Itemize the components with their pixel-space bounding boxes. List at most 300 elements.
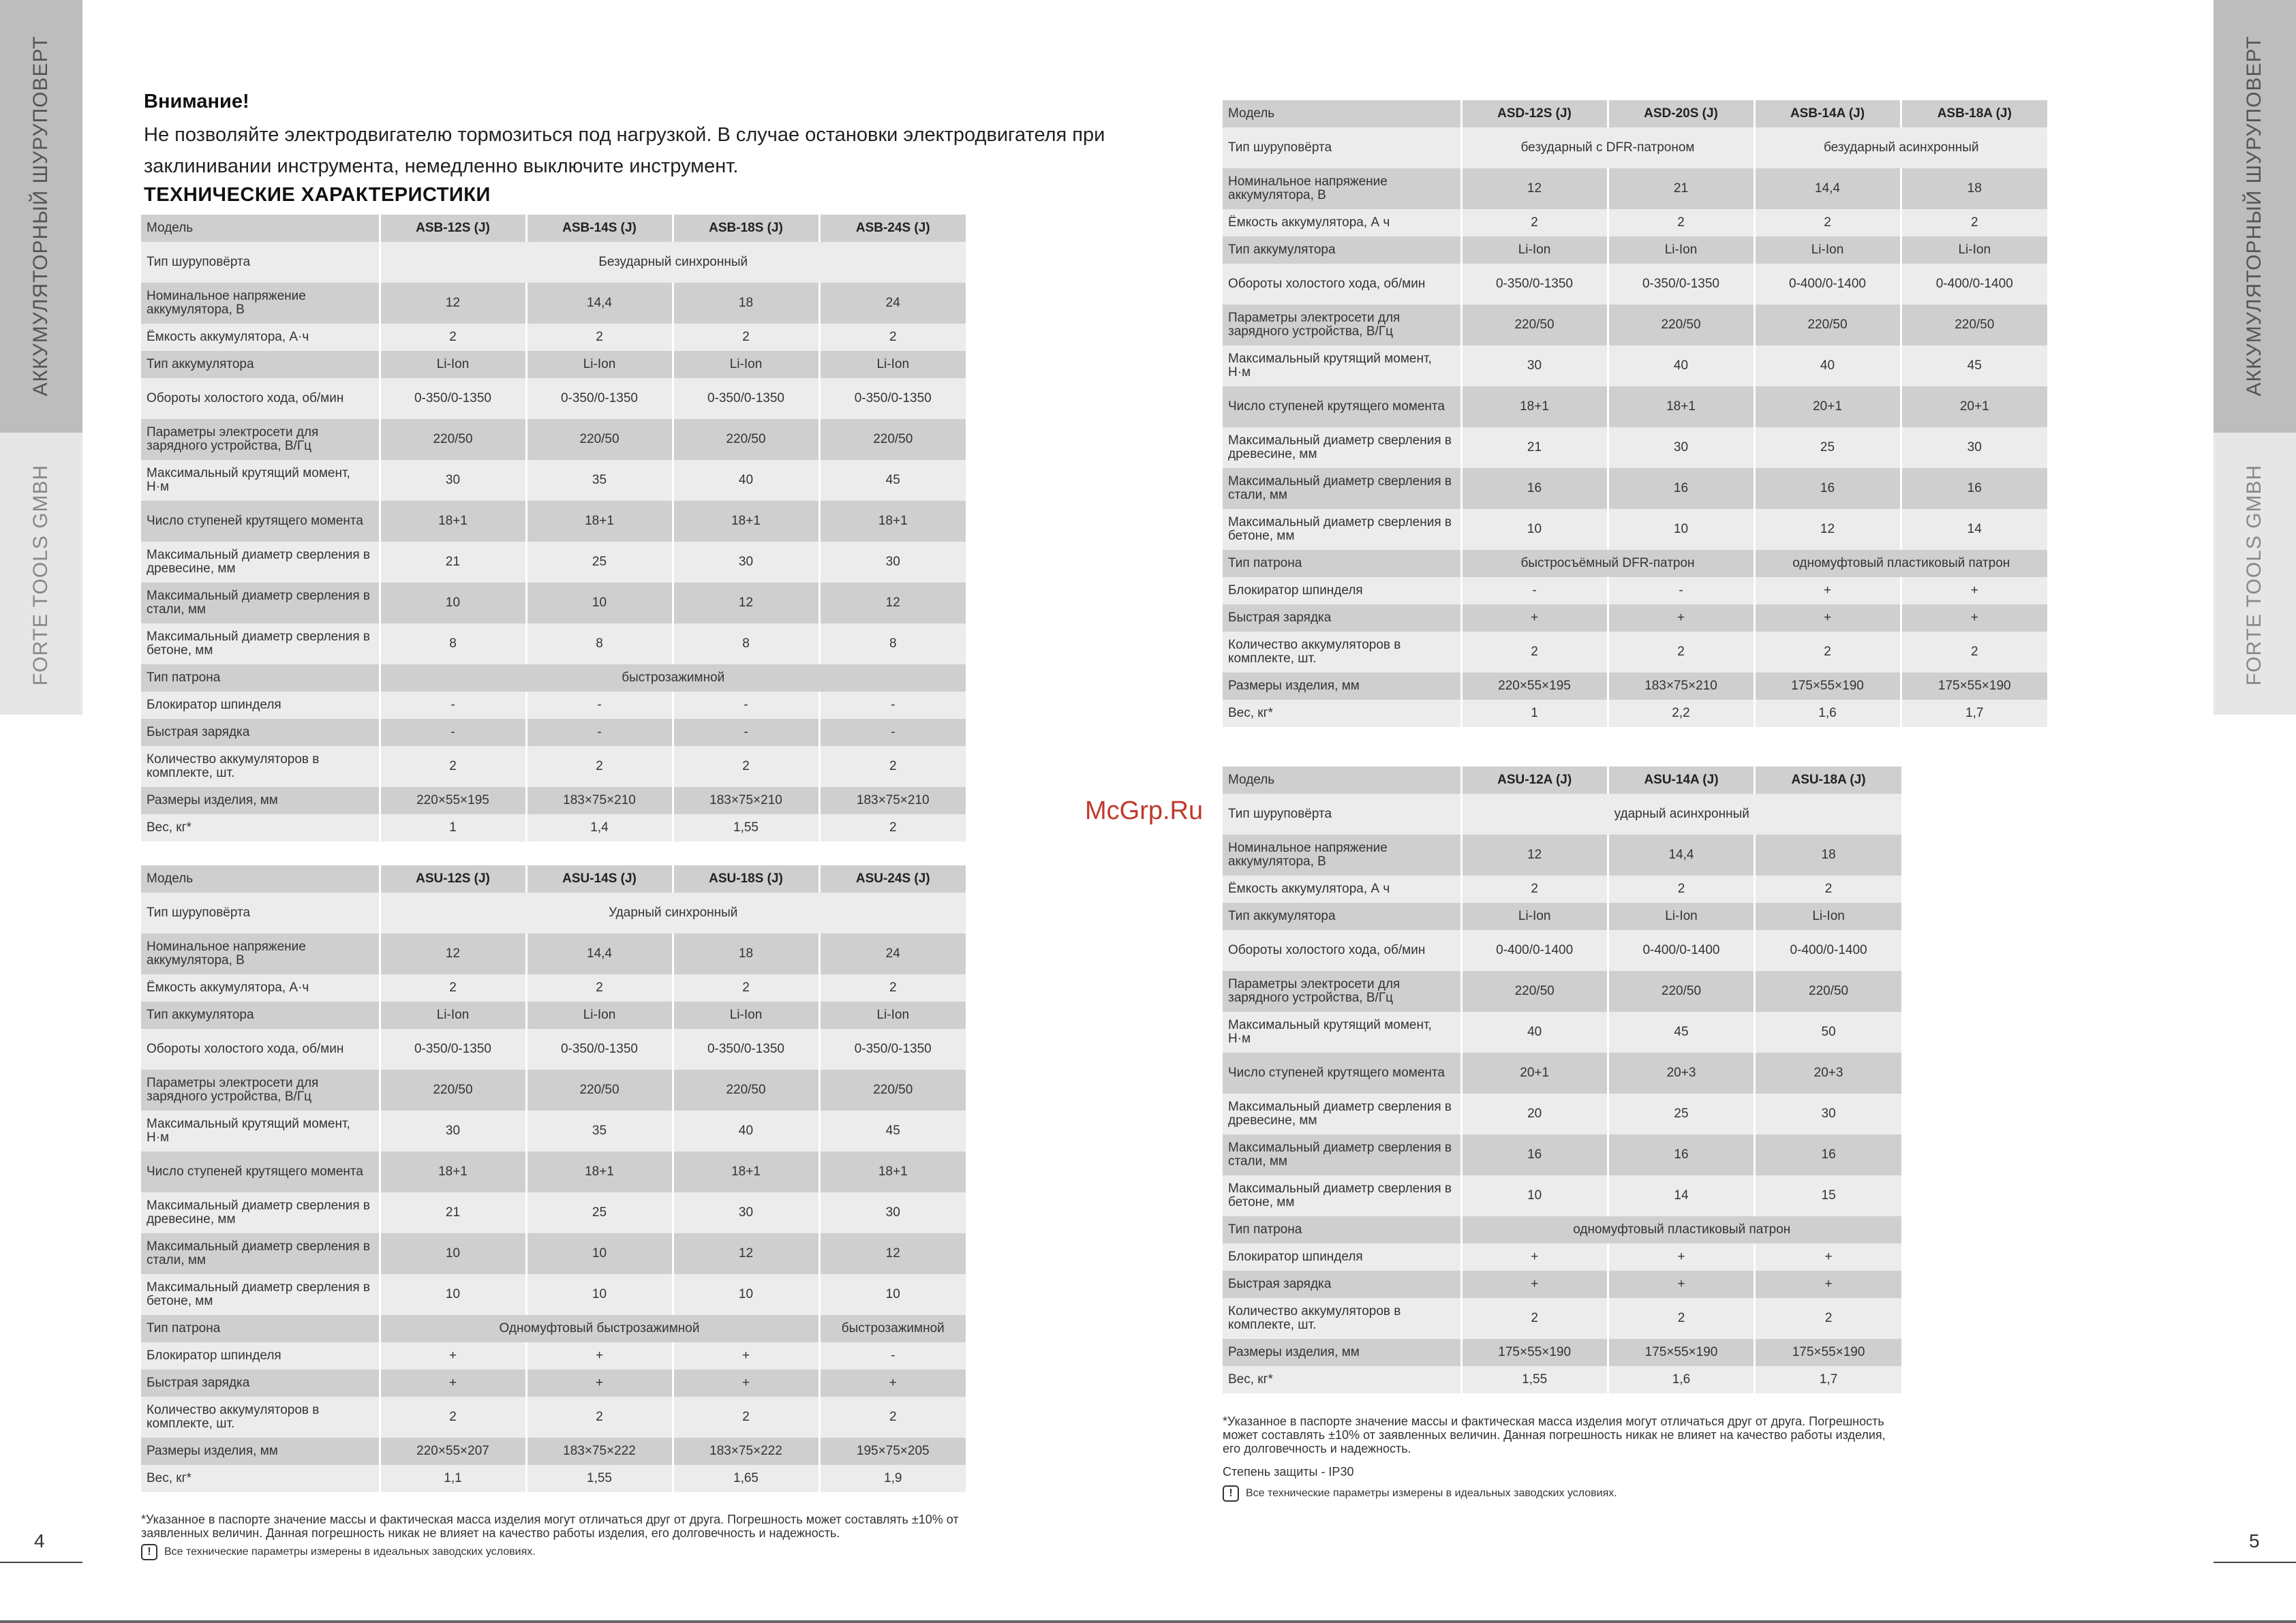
table-cell: 2 xyxy=(673,974,819,1002)
row-label: Блокиратор шпинделя xyxy=(1223,577,1461,604)
table-cell: 220/50 xyxy=(1461,971,1608,1012)
table-cell: 1,4 xyxy=(526,814,673,841)
table-cell: 2 xyxy=(380,974,526,1002)
table-row xyxy=(141,974,966,1002)
table-cell: + xyxy=(526,1342,673,1370)
table-cell: 2 xyxy=(380,746,526,787)
table-cell: 2 xyxy=(673,324,819,351)
table-row xyxy=(1223,264,2047,305)
table-cell: 30 xyxy=(819,1192,966,1233)
table-cell: 2 xyxy=(1608,632,1754,673)
table-row xyxy=(141,378,966,419)
table-row xyxy=(141,324,966,351)
table-header-row xyxy=(1223,100,2047,127)
table-cell: 220/50 xyxy=(1608,305,1754,345)
table-cell: быстрозажимной xyxy=(819,1315,966,1342)
row-label: Максимальный диаметр сверления в бетоне, мм xyxy=(141,1274,380,1315)
table-cell: 2 xyxy=(673,746,819,787)
model-column-header: ASU-12A (J) xyxy=(1461,767,1608,794)
table-cell: + xyxy=(380,1342,526,1370)
table-cell: 183×75×210 xyxy=(1608,673,1754,700)
table-row xyxy=(1223,1012,1901,1053)
table-row xyxy=(141,1233,966,1274)
table-cell: 2 xyxy=(819,746,966,787)
row-label: Тип шуруповёрта xyxy=(1223,794,1461,835)
table-cell: 0-350/0-1350 xyxy=(380,378,526,419)
table-cell: Ударный синхронный xyxy=(380,893,966,933)
table-cell: 21 xyxy=(380,542,526,583)
table-cell: 50 xyxy=(1755,1012,1901,1053)
sidebar-product-band xyxy=(0,0,82,433)
table-cell: 14,4 xyxy=(1754,168,1901,209)
table-cell: 10 xyxy=(380,1233,526,1274)
table-row xyxy=(141,893,966,933)
table-row xyxy=(141,1192,966,1233)
table-header-row xyxy=(1223,767,1901,794)
table-cell: 2 xyxy=(673,1397,819,1438)
row-label: Тип шуруповёрта xyxy=(141,242,380,283)
table-cell: 24 xyxy=(819,283,966,324)
table-cell: 175×55×190 xyxy=(1755,1339,1901,1366)
table-cell: - xyxy=(1461,577,1608,604)
row-label: Обороты холостого хода, об/мин xyxy=(1223,264,1461,305)
table-cell: - xyxy=(526,692,673,719)
table-cell: 20+1 xyxy=(1461,1053,1608,1094)
row-label: Максимальный диаметр сверления в стали, мм xyxy=(1223,468,1461,509)
sidebar-brand-right: FORTE TOOLS GMBH xyxy=(2243,464,2265,686)
row-label: Тип патрона xyxy=(1223,1216,1461,1243)
protection-class: Степень защиты - IP30 xyxy=(1223,1465,1354,1479)
table-cell: 0-400/0-1400 xyxy=(1461,930,1608,971)
attention-text: Не позволяйте электродвигателю тормозиться под нагрузкой. В случае остановки электродвигателя при заклинивании инструмента, немедленно выключите инструмент. xyxy=(144,124,1105,177)
table-cell: 220×55×207 xyxy=(380,1438,526,1465)
table-cell: 2 xyxy=(819,1397,966,1438)
table-cell: одномуфтовый пластиковый патрон xyxy=(1461,1216,1901,1243)
table-cell: + xyxy=(819,1370,966,1397)
table-cell: + xyxy=(673,1370,819,1397)
table-cell: 18+1 xyxy=(1608,386,1754,427)
table-cell: Li-Ion xyxy=(819,351,966,378)
table-cell: 175×55×190 xyxy=(1754,673,1901,700)
table-cell: 2 xyxy=(1608,209,1754,236)
table-cell: 25 xyxy=(1754,427,1901,468)
row-label: Размеры изделия, мм xyxy=(1223,1339,1461,1366)
row-label: Максимальный диаметр сверления в бетоне, мм xyxy=(1223,1175,1461,1216)
row-label: Максимальный диаметр сверления в стали, мм xyxy=(1223,1134,1461,1175)
table-cell: 183×75×210 xyxy=(819,787,966,814)
spec-table-asb xyxy=(141,215,966,841)
table-cell: 2 xyxy=(526,324,673,351)
row-label: Параметры электросети для зарядного устройства, В/Гц xyxy=(141,419,380,460)
table-cell: + xyxy=(1461,1271,1608,1298)
table-row xyxy=(141,1397,966,1438)
table-cell: 183×75×222 xyxy=(526,1438,673,1465)
table-cell: 0-350/0-1350 xyxy=(526,1029,673,1070)
row-label: Быстрая зарядка xyxy=(141,1370,380,1397)
table-cell: 2 xyxy=(380,1397,526,1438)
table-row xyxy=(141,1111,966,1151)
row-label: Тип патрона xyxy=(1223,550,1461,577)
table-cell: Li-Ion xyxy=(1461,236,1608,264)
table-cell: 0-350/0-1350 xyxy=(526,378,673,419)
table-cell: 12 xyxy=(380,933,526,974)
table-cell: 30 xyxy=(380,1111,526,1151)
table-cell: быстрозажимной xyxy=(380,664,966,692)
footnote-ideal-text-left: Все технические параметры измерены в идеальных заводских условиях. xyxy=(164,1546,536,1558)
table-cell: 18+1 xyxy=(819,501,966,542)
table-cell: 8 xyxy=(526,623,673,664)
section-title: ТЕХНИЧЕСКИЕ ХАРАКТЕРИСТИКИ xyxy=(144,184,491,206)
table-row xyxy=(1223,673,2047,700)
table-cell: 1,7 xyxy=(1901,700,2047,727)
table-row xyxy=(141,692,966,719)
table-cell: 220/50 xyxy=(1755,971,1901,1012)
table-row xyxy=(141,1070,966,1111)
table-cell: 18+1 xyxy=(526,1151,673,1192)
table-row xyxy=(141,283,966,324)
row-label: Количество аккумуляторов в комплекте, шт. xyxy=(1223,632,1461,673)
table-row xyxy=(1223,236,2047,264)
row-label: Максимальный диаметр сверления в древесине, мм xyxy=(1223,1094,1461,1134)
attention-title: Внимание! xyxy=(144,91,249,112)
model-column-header: ASB-12S (J) xyxy=(380,215,526,242)
page-rule-right xyxy=(2214,1562,2296,1563)
table-row xyxy=(1223,577,2047,604)
table-cell: 1,6 xyxy=(1754,700,1901,727)
row-label: Вес, кг* xyxy=(1223,1366,1461,1393)
table-cell: Li-Ion xyxy=(1608,236,1754,264)
row-label: Тип патрона xyxy=(141,664,380,692)
table-cell: 220/50 xyxy=(673,1070,819,1111)
table-row xyxy=(1223,1175,1901,1216)
table-row xyxy=(141,351,966,378)
table-cell: - xyxy=(526,719,673,746)
table-cell: 40 xyxy=(1461,1012,1608,1053)
row-label: Вес, кг* xyxy=(141,1465,380,1492)
table-cell: 12 xyxy=(673,583,819,623)
model-column-header: ASD-20S (J) xyxy=(1608,100,1754,127)
table-cell: Одномуфтовый быстрозажимной xyxy=(380,1315,819,1342)
row-label: Количество аккумуляторов в комплекте, шт. xyxy=(1223,1298,1461,1339)
table-cell: 30 xyxy=(673,542,819,583)
table-cell: 18+1 xyxy=(673,501,819,542)
table-cell: Li-Ion xyxy=(1461,903,1608,930)
table-cell: - xyxy=(673,692,819,719)
table-cell: 0-350/0-1350 xyxy=(1461,264,1608,305)
table-cell: 24 xyxy=(819,933,966,974)
table-cell: 2 xyxy=(1755,876,1901,903)
table-row xyxy=(141,419,966,460)
row-label: Быстрая зарядка xyxy=(141,719,380,746)
table-row xyxy=(1223,386,2047,427)
table-cell: 2 xyxy=(526,1397,673,1438)
table-cell: 12 xyxy=(819,1233,966,1274)
table-cell: 0-400/0-1400 xyxy=(1754,264,1901,305)
row-label: Число ступеней крутящего момента xyxy=(141,1151,380,1192)
row-label: Вес, кг* xyxy=(1223,700,1461,727)
table-cell: 220/50 xyxy=(1461,305,1608,345)
row-label: Тип аккумулятора xyxy=(1223,236,1461,264)
table-cell: 8 xyxy=(673,623,819,664)
table-row xyxy=(1223,209,2047,236)
row-label: Ёмкость аккумулятора, А ч xyxy=(1223,209,1461,236)
table-cell: 220/50 xyxy=(1608,971,1754,1012)
table-cell: 2 xyxy=(1461,876,1608,903)
table-row xyxy=(1223,1271,1901,1298)
table-cell: 30 xyxy=(380,460,526,501)
model-column-header: ASU-14S (J) xyxy=(526,865,673,893)
model-column-header: ASU-18S (J) xyxy=(673,865,819,893)
table-cell: 10 xyxy=(1461,1175,1608,1216)
row-label: Максимальный крутящий момент, Н·м xyxy=(141,1111,380,1151)
table-cell: 21 xyxy=(380,1192,526,1233)
table-cell: 183×75×222 xyxy=(673,1438,819,1465)
model-column-header: ASB-14A (J) xyxy=(1754,100,1901,127)
table-cell: 220/50 xyxy=(380,419,526,460)
footnote-ideal-left xyxy=(141,1544,536,1560)
table-cell: 25 xyxy=(526,1192,673,1233)
table-cell: - xyxy=(380,692,526,719)
table-row xyxy=(141,1151,966,1192)
table-cell: 30 xyxy=(1755,1094,1901,1134)
table-cell: 2,2 xyxy=(1608,700,1754,727)
table-cell: 0-350/0-1350 xyxy=(1608,264,1754,305)
model-column-header: ASD-12S (J) xyxy=(1461,100,1608,127)
table-row xyxy=(141,787,966,814)
table-cell: 2 xyxy=(1755,1298,1901,1339)
row-label: Номинальное напряжение аккумулятора, В xyxy=(141,933,380,974)
table-cell: + xyxy=(1608,604,1754,632)
table-cell: 18+1 xyxy=(819,1151,966,1192)
row-label: Тип аккумулятора xyxy=(141,1002,380,1029)
table-cell: 220/50 xyxy=(1754,305,1901,345)
table-row xyxy=(1223,427,2047,468)
table-cell: + xyxy=(1608,1243,1754,1271)
row-label: Обороты холостого хода, об/мин xyxy=(1223,930,1461,971)
footnote-ideal-text-right: Все технические параметры измерены в идеальных заводских условиях. xyxy=(1246,1487,1617,1499)
table-cell: 20+1 xyxy=(1901,386,2047,427)
table-cell: 12 xyxy=(1461,168,1608,209)
sidebar-brand: FORTE TOOLS GMBH xyxy=(29,464,52,686)
table-row xyxy=(1223,1134,1901,1175)
table-row xyxy=(141,1315,966,1342)
table-cell: быстросъёмный DFR-патрон xyxy=(1461,550,1754,577)
footnote-mass-left: *Указанное в паспорте значение массы и фактическая масса изделия могут отличаться друг от друга. Погрешность может составлять ±10% от заявленных величин. Данная погрешность никак не влияет на качество работы изделия, его долговечность и надежность. xyxy=(141,1513,959,1540)
table-cell: 10 xyxy=(526,1274,673,1315)
model-column-header: ASB-18A (J) xyxy=(1901,100,2047,127)
table-cell: 40 xyxy=(1754,345,1901,386)
table-row xyxy=(1223,127,2047,168)
row-label: Параметры электросети для зарядного устройства, В/Гц xyxy=(1223,971,1461,1012)
row-label: Обороты холостого хода, об/мин xyxy=(141,378,380,419)
table-cell: + xyxy=(1754,604,1901,632)
column-header-label: Модель xyxy=(1223,100,1461,127)
table-cell: 220/50 xyxy=(380,1070,526,1111)
row-label: Ёмкость аккумулятора, А·ч xyxy=(141,324,380,351)
table-cell: 45 xyxy=(819,460,966,501)
table-cell: 40 xyxy=(1608,345,1754,386)
column-header-label: Модель xyxy=(141,865,380,893)
table-cell: + xyxy=(1754,577,1901,604)
row-label: Максимальный диаметр сверления в стали, мм xyxy=(141,1233,380,1274)
table-cell: 18 xyxy=(673,933,819,974)
row-label: Быстрая зарядка xyxy=(1223,604,1461,632)
table-cell: Li-Ion xyxy=(1754,236,1901,264)
table-cell: 2 xyxy=(819,324,966,351)
table-cell: 2 xyxy=(819,974,966,1002)
row-label: Максимальный крутящий момент, Н·м xyxy=(141,460,380,501)
table-row xyxy=(1223,468,2047,509)
table-cell: 183×75×210 xyxy=(526,787,673,814)
table-cell: 18+1 xyxy=(673,1151,819,1192)
page-number-left: 4 xyxy=(34,1530,45,1551)
table-cell: 175×55×190 xyxy=(1608,1339,1754,1366)
table-cell: 25 xyxy=(526,542,673,583)
table-row xyxy=(1223,604,2047,632)
table-cell: 0-350/0-1350 xyxy=(819,1029,966,1070)
sidebar-product-title-right: АККУМУЛЯТОРНЫЙ ШУРУПОВЕРТ xyxy=(2243,35,2265,397)
table-cell: 10 xyxy=(673,1274,819,1315)
table-cell: 0-350/0-1350 xyxy=(673,378,819,419)
table-cell: 1,7 xyxy=(1755,1366,1901,1393)
table-row xyxy=(1223,1366,1901,1393)
table-cell: 10 xyxy=(1461,509,1608,550)
table-row xyxy=(1223,1298,1901,1339)
exclamation-icon: ! xyxy=(1223,1485,1239,1502)
table-row xyxy=(1223,345,2047,386)
table-cell: - xyxy=(819,1342,966,1370)
table-cell: Li-Ion xyxy=(380,1002,526,1029)
sidebar-product-title: АККУМУЛЯТОРНЫЙ ШУРУПОВЕРТ xyxy=(29,35,52,397)
table-row xyxy=(141,664,966,692)
table-cell: 12 xyxy=(380,283,526,324)
table-header-row xyxy=(141,865,966,893)
table-row xyxy=(1223,1216,1901,1243)
table-cell: + xyxy=(673,1342,819,1370)
table-cell: 18+1 xyxy=(1461,386,1608,427)
table-cell: 35 xyxy=(526,1111,673,1151)
table-cell: 195×75×205 xyxy=(819,1438,966,1465)
page-rule-left xyxy=(0,1562,82,1563)
table-cell: 16 xyxy=(1608,1134,1754,1175)
row-label: Максимальный крутящий момент, Н·м xyxy=(1223,1012,1461,1053)
bottom-border xyxy=(0,1620,2296,1623)
table-row xyxy=(141,933,966,974)
table-cell: 175×55×190 xyxy=(1901,673,2047,700)
row-label: Размеры изделия, мм xyxy=(1223,673,1461,700)
table-cell: + xyxy=(1901,577,2047,604)
table-cell: 220/50 xyxy=(1901,305,2047,345)
sidebar-product-band-right xyxy=(2214,0,2296,433)
row-label: Максимальный крутящий момент, Н·м xyxy=(1223,345,1461,386)
table-cell: 30 xyxy=(1901,427,2047,468)
watermark: McGrp.Ru xyxy=(1085,797,1204,825)
table-cell: 14,4 xyxy=(1608,835,1754,876)
table-cell: 0-400/0-1400 xyxy=(1901,264,2047,305)
row-label: Ёмкость аккумулятора, А·ч xyxy=(141,974,380,1002)
table-cell: 14 xyxy=(1608,1175,1754,1216)
table-cell: 40 xyxy=(673,1111,819,1151)
table-row xyxy=(1223,903,1901,930)
row-label: Максимальный диаметр сверления в бетоне, мм xyxy=(141,623,380,664)
table-row xyxy=(141,1002,966,1029)
table-cell: 21 xyxy=(1461,427,1608,468)
table-cell: 0-350/0-1350 xyxy=(380,1029,526,1070)
table-cell: 16 xyxy=(1754,468,1901,509)
table-cell: 2 xyxy=(1901,632,2047,673)
table-cell: + xyxy=(1755,1243,1901,1271)
table-row xyxy=(141,1465,966,1492)
table-cell: + xyxy=(380,1370,526,1397)
table-cell: ударный асинхронный xyxy=(1461,794,1901,835)
table-row xyxy=(141,1342,966,1370)
table-row xyxy=(141,1438,966,1465)
spec-table-asd-asb xyxy=(1223,100,2047,727)
row-label: Блокиратор шпинделя xyxy=(141,1342,380,1370)
row-label: Число ступеней крутящего момента xyxy=(1223,386,1461,427)
table-cell: Li-Ion xyxy=(1901,236,2047,264)
table-row xyxy=(1223,794,1901,835)
table-cell: 10 xyxy=(819,1274,966,1315)
table-cell: 10 xyxy=(526,583,673,623)
table-cell: + xyxy=(1901,604,2047,632)
table-cell: 20+3 xyxy=(1608,1053,1754,1094)
model-column-header: ASB-14S (J) xyxy=(526,215,673,242)
table-cell: 0-350/0-1350 xyxy=(819,378,966,419)
table-cell: 2 xyxy=(819,814,966,841)
table-row xyxy=(1223,1053,1901,1094)
table-cell: Li-Ion xyxy=(673,351,819,378)
table-cell: 20+1 xyxy=(1754,386,1901,427)
table-cell: 2 xyxy=(1754,209,1901,236)
row-label: Номинальное напряжение аккумулятора, В xyxy=(141,283,380,324)
table-cell: 12 xyxy=(1461,835,1608,876)
table-cell: 14,4 xyxy=(526,283,673,324)
table-cell: 45 xyxy=(1901,345,2047,386)
row-label: Тип шуруповёрта xyxy=(141,893,380,933)
row-label: Тип шуруповёрта xyxy=(1223,127,1461,168)
page-number-right: 5 xyxy=(2249,1530,2260,1551)
row-label: Максимальный диаметр сверления в древесине, мм xyxy=(141,542,380,583)
table-cell: 25 xyxy=(1608,1094,1754,1134)
table-cell: 15 xyxy=(1755,1175,1901,1216)
table-row xyxy=(141,583,966,623)
table-row xyxy=(141,719,966,746)
row-label: Тип патрона xyxy=(141,1315,380,1342)
table-cell: 1 xyxy=(380,814,526,841)
table-cell: 18+1 xyxy=(380,501,526,542)
table-cell: 1,6 xyxy=(1608,1366,1754,1393)
row-label: Вес, кг* xyxy=(141,814,380,841)
table-row xyxy=(1223,835,1901,876)
row-label: Максимальный диаметр сверления в древесине, мм xyxy=(141,1192,380,1233)
table-cell: 18 xyxy=(1901,168,2047,209)
table-row xyxy=(141,1274,966,1315)
table-cell: 220/50 xyxy=(526,1070,673,1111)
table-row xyxy=(1223,632,2047,673)
row-label: Параметры электросети для зарядного устройства, В/Гц xyxy=(1223,305,1461,345)
table-cell: 2 xyxy=(1901,209,2047,236)
table-cell: 220/50 xyxy=(673,419,819,460)
table-cell: 0-400/0-1400 xyxy=(1755,930,1901,971)
table-row xyxy=(1223,700,2047,727)
table-cell: Li-Ion xyxy=(1608,903,1754,930)
row-label: Размеры изделия, мм xyxy=(141,1438,380,1465)
table-cell: 45 xyxy=(819,1111,966,1151)
table-row xyxy=(1223,971,1901,1012)
model-column-header: ASB-18S (J) xyxy=(673,215,819,242)
table-cell: 16 xyxy=(1461,1134,1608,1175)
